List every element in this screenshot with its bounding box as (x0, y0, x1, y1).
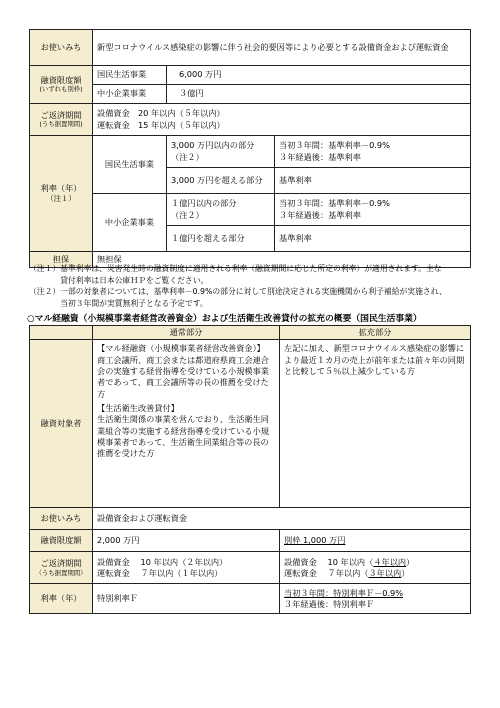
limit-value-1: ３億円 (167, 85, 471, 104)
repay-highlight: ３年以内 (368, 567, 402, 578)
rate2-label: 利率（年） (30, 584, 93, 614)
repay-text: ） (401, 567, 410, 578)
repay-line-1: 運転資金 15 年以内（５年以内） (97, 119, 225, 130)
loan-terms-table (29, 29, 471, 268)
limit-name-1: 中小企業事業 (93, 85, 167, 104)
rate-cond-note: （注２） (171, 209, 204, 220)
limit-label-cell (30, 66, 93, 104)
footnotes (29, 263, 473, 310)
footnote-line-0: （注１）基準利率は、災害発生時の融資制度に適用される利率（融資期間に応じた所定の利率）が適用されます。主な (29, 264, 442, 273)
rate-cond-1-0 (167, 194, 275, 226)
marukei-table (29, 325, 471, 614)
target-label: 融資対象者 (30, 340, 93, 508)
repay2-label: ご返済期間 (40, 558, 82, 569)
header-expanded: 拡充部分 (280, 326, 471, 340)
limit2-normal: 2,000 万円 (93, 530, 280, 552)
repay-text: 運転資金 ７年以内（ (284, 567, 369, 578)
rate2-normal: 特別利率Ｆ (93, 584, 280, 614)
collateral-label: 担保 (30, 252, 93, 268)
rate-value-0-0 (275, 136, 471, 168)
footnote-line-3: 当初３年間が実質無利子となる予定です。 (29, 299, 208, 309)
repay2-label-cell (30, 552, 93, 584)
repay2-normal-1: 運転資金 ７年以内（１年以内） (97, 567, 223, 578)
rate-label-cell (30, 136, 93, 252)
seikatsu-title: 【生活衛生改善貸付】 (97, 402, 179, 413)
repay-highlight: ４年以内 (373, 556, 407, 567)
marukei-text: 商工会議所、商工会または都道府県商工会連合会の実施する経営指導を受けている小規模事業者であって、商工会議所等の長の推薦を受けた方 (97, 354, 269, 399)
rate-value-text: 当初３年間：基準利率－0.9% (279, 140, 390, 151)
corner-cell (30, 326, 93, 340)
repay-sub: (うち据置期間) (39, 120, 83, 129)
rate-value-text2: ３年経過後：基準利率 (279, 151, 361, 162)
repay2-normal-0: 設備資金 10 年以内（２年以内） (97, 556, 228, 567)
repay-text: ） (406, 556, 415, 567)
rate-cond-1-1: １億円を超える部分 (167, 226, 275, 252)
rate-cond-0-0 (167, 136, 275, 168)
limit-value-0: 6,000 万円 (167, 66, 471, 85)
marukei-title: 【マル経融資（小規模事業者経営改善資金）】 (97, 343, 265, 354)
repay-text: 設備資金 10 年以内（ (284, 556, 374, 567)
repay-label: ご返済期間 (40, 110, 82, 120)
rate-group-0: 国民生活事業 (93, 136, 167, 194)
limit-label: 融資限度額 (40, 75, 82, 85)
limit2-expanded: 別枠 1,000 万円 (280, 530, 471, 552)
repay-lines (93, 104, 471, 136)
repay-line-0: 設備資金 20 年以内（５年以内） (97, 108, 225, 119)
rate-sub: （注１） (46, 193, 76, 203)
repay-label-cell (30, 104, 93, 136)
limit-sub: (いずれも別枠) (39, 85, 83, 94)
limit2-label: 融資限度額 (30, 530, 93, 552)
repay2-normal (93, 552, 280, 584)
rate-value-1-0 (275, 194, 471, 226)
rate-cond-text: １億円以内の部分 (171, 198, 237, 209)
rate-value-text2: ３年経過後：基準利率 (279, 209, 361, 220)
rate-cond-0-1: 3,000 万円を超える部分 (167, 168, 275, 194)
rate2-expanded-0: 当初３年間：特別利率Ｆ－0.9% (284, 587, 404, 598)
collateral-value: 無担保 (93, 252, 471, 268)
rate-cond-text: 3,000 万円以内の部分 (171, 140, 255, 151)
seikatsu-text: 生活衛生関係の事業を営んでおり、生活衛生同業組合等の実施する経営指導を受けている小規模事業者であって、生活衛生同業組合等の長の推薦を受けた方 (97, 414, 269, 459)
usage2-label: お使いみち (30, 508, 93, 530)
header-normal: 通常部分 (93, 326, 280, 340)
repay2-expanded-1 (284, 568, 466, 579)
rate-cond-note: （注２） (171, 151, 204, 162)
rate-label: 利率（年） (40, 183, 82, 194)
usage-text: 新型コロナウイルス感染症の影響に伴う社会的要因等により必要とする設備資金および運転資金 (93, 30, 471, 66)
footnote-line-2: （注２）一部の対象者については、基準利率－0.9%の部分に対して別途決定される実施機関から利子補給が実施され、 (29, 287, 447, 297)
usage-label: お使いみち (30, 30, 93, 66)
limit-name-0: 国民生活事業 (93, 66, 167, 85)
usage2-value: 設備資金および運転資金 (93, 508, 471, 530)
section-title: ○マル経融資（小規模事業者経営改善資金）および生活衛生改善貸付の拡充の概要（国民生活事業） (27, 314, 422, 324)
repay2-expanded (280, 552, 471, 584)
target-normal (93, 340, 280, 508)
rate-value-0-1: 基準利率 (275, 168, 471, 194)
rate-value-1-1: 基準利率 (275, 226, 471, 252)
repay2-expanded-0 (284, 557, 466, 568)
repay2-sub: （うち据置期間） (35, 568, 87, 577)
rate-value-text: 当初３年間：基準利率－0.9% (279, 198, 390, 209)
footnote-line-1: 貸付利率は日本公庫ＨＰをご覧ください。 (29, 275, 209, 285)
rate2-expanded-1: ３年経過後：特別利率Ｆ (284, 598, 375, 609)
target-expanded: 左記に加え、新型コロナウイルス感染症の影響により最近１カ月の売上が前年または前々年の同期と比較して５％以上減少している方 (280, 340, 471, 508)
rate-group-1: 中小企業事業 (93, 194, 167, 252)
rate2-expanded (280, 584, 471, 614)
